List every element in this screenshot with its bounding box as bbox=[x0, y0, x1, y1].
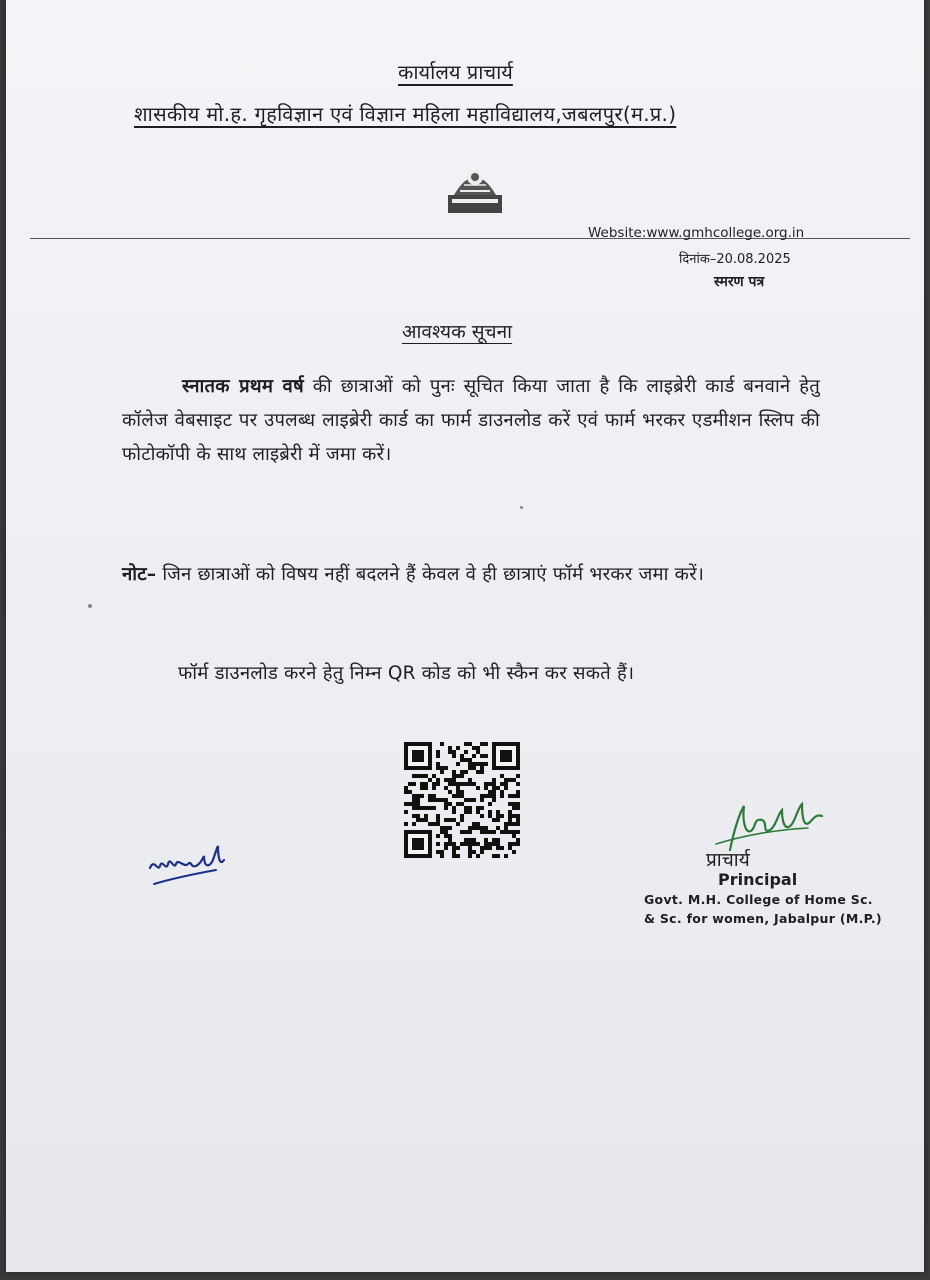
principal-title-hindi: प्राचार्य bbox=[706, 849, 750, 871]
reminder-label: स्मरण पत्र bbox=[714, 274, 765, 290]
qr-instruction: फॉर्म डाउनलोड करने हेतु निम्न QR कोड को भी स्कैन कर सकते हैं। bbox=[178, 663, 635, 684]
principal-org-line-1: Govt. M.H. College of Home Sc. bbox=[644, 892, 873, 907]
notice-note bbox=[122, 558, 820, 592]
principal-org-line-2: & Sc. for women, Jabalpur (M.P.) bbox=[644, 911, 882, 926]
handwritten-mark bbox=[144, 838, 240, 894]
date-text: दिनांक–20.08.2025 bbox=[679, 252, 791, 267]
paper-speck bbox=[88, 604, 92, 608]
qr-code-icon[interactable] bbox=[404, 742, 520, 862]
principal-title-english: Principal bbox=[718, 870, 798, 889]
college-name: शासकीय मो.ह. गृहविज्ञान एवं विज्ञान महिला महाविद्यालय,जबलपुर(म.प्र.) bbox=[134, 102, 677, 126]
office-title: कार्यालय प्राचार्य bbox=[398, 60, 513, 84]
notice-document bbox=[6, 0, 924, 1272]
para1-text: की छात्राओं को पुनः सूचित किया जाता है कि लाइब्रेरी कार्ड बनवाने हेतु कॉलेज वेबसाइट पर उपलब्ध लाइब्रेरी कार्ड का फार्म डाउनलोड करें एवं फार्म भरकर एडमीशन स्लिप की फोटोकॉपी के साथ लाइब्रेरी में जमा करें। bbox=[122, 376, 820, 465]
note-label: नोट– bbox=[122, 564, 157, 585]
notice-heading: आवश्यक सूचना bbox=[402, 321, 513, 343]
college-emblem-icon bbox=[444, 155, 506, 217]
note-text: जिन छात्राओं को विषय नहीं बदलने हैं केवल वे ही छात्राएं फॉर्म भरकर जमा करें। bbox=[156, 564, 705, 585]
paper-speck bbox=[520, 506, 523, 509]
principal-organization bbox=[644, 890, 882, 928]
notice-paragraph-1 bbox=[122, 370, 820, 472]
para1-bold-text: स्नातक प्रथम वर्ष bbox=[182, 376, 304, 397]
website-text: Website:www.gmhcollege.org.in bbox=[588, 225, 805, 241]
